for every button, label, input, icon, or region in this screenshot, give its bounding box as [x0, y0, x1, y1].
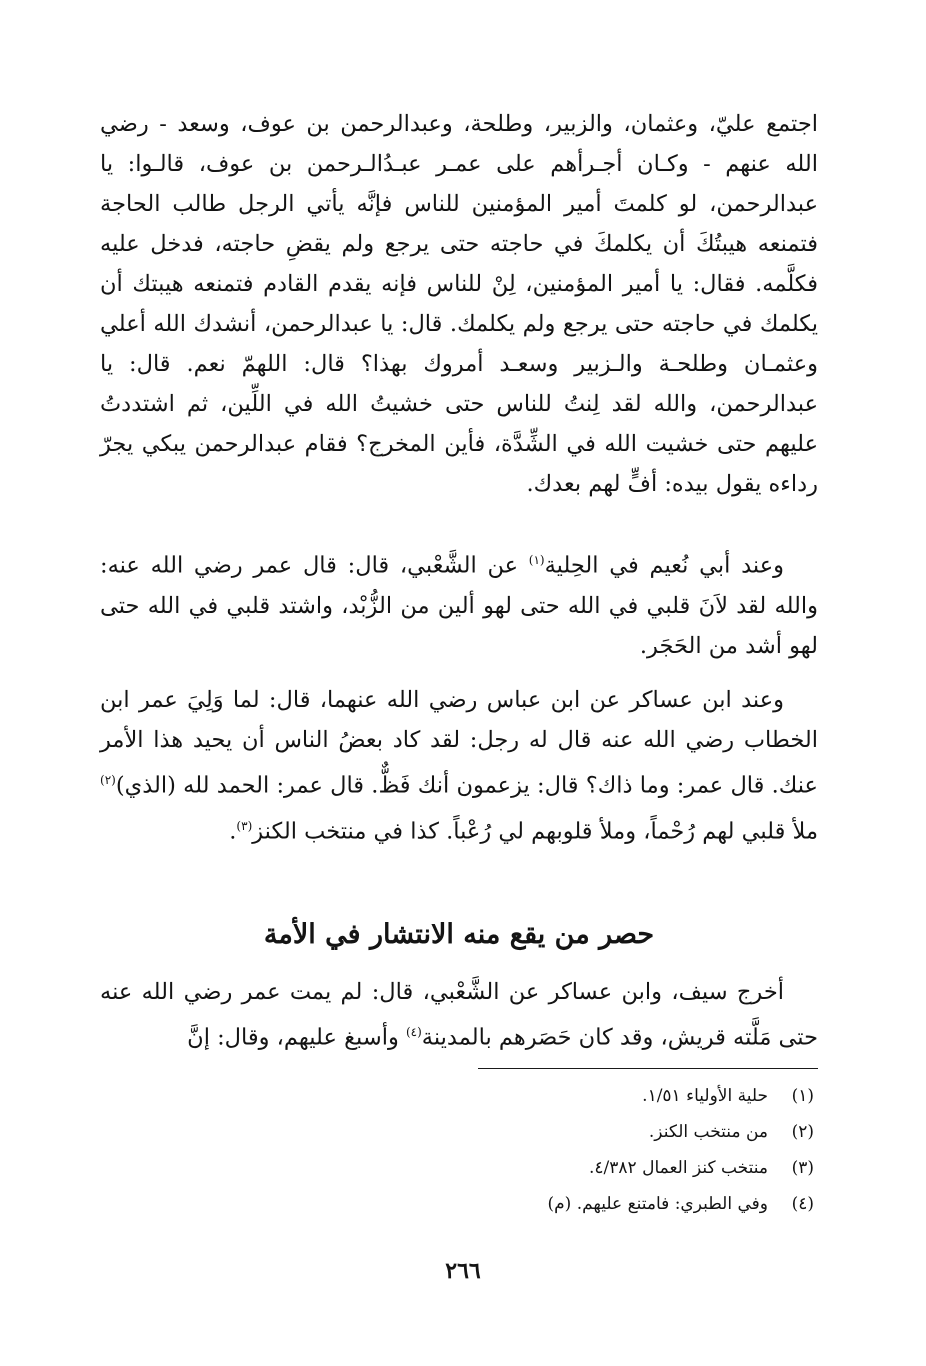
footnote-2-text: من منتخب الكنز. [648, 1122, 768, 1142]
footnotes [214, 1078, 814, 1222]
paragraph-4 [100, 972, 818, 1058]
section-heading: حصر من يقع منه الانتشار في الأمة [263, 919, 655, 950]
footnote-2 [214, 1114, 814, 1150]
footnote-4-text: وفي الطبري: فامتنع عليهم. (م) [547, 1194, 768, 1214]
paragraph-4-text-before: أخرج سيف، وابن عساكر عن الشَّعْبي، قال: لم يمت عمر رضي الله عنه حتى مَلَّته قريش، وقد كان حَصَرهم بالمدينة [100, 979, 818, 1051]
paragraph-1-text: اجتمع عليّ، وعثمان، والزبير، وطلحة، وعبدالرحمن بن عوف، وسعد - رضي الله عنهم - وكـان أجـرأهم على عمـر عبـدُالـرحمن بن عوف، قالـوا: يا عبدالرحمن، لو كلمتَ أمير المؤمنين للناس فإنَّه يأتي الرجل طالب الحاجة فتمنعه هيبتُكَ أن يكلمكَ في حاجته حتى يرجع ولم يقضِ حاجته، فدخل عليه فكلَّمه. فقال: يا أمير المؤمنين، لِنْ للناس فإنه يقدم القادم فتمنعه هيبتك أن يكلمك في حاجته حتى يرجع ولم يكلمك. قال: يا عبدالرحمن، أنشدك الله أعلي وعثمـان وطلحـة والـزبير وسعـد أمروك بهذا؟ قال: اللهمّ نعم. قال: يا عبدالرحمن، والله لقد لِنتُ للناس حتى خشيتُ الله في اللِّين، ثم اشتددتُ عليهم حتى خشيت الله في الشِّدَّة، فأين المخرج؟ فقام عبدالرحمن يبكي يجرّ رداءه يقول بيده: أفٍّ لهم بعدك. [100, 111, 818, 497]
footnote-ref-2: (٢) [100, 773, 116, 787]
paragraph-4-text-after: وأسبغ عليهم، وقال: إنَّ [187, 1024, 406, 1051]
footnote-3-number: (٣) [791, 1158, 814, 1178]
paragraph-3 [100, 680, 818, 851]
footnote-1-text: حلية الأولياء ١/٥١. [642, 1086, 768, 1106]
footnote-1-number: (١) [791, 1086, 814, 1106]
paragraph-2-text-after: عن الشَّعْبي، قال: قال عمر رضي الله عنه: والله لقد لاَنَ قلبي في الله حتى لهو ألين من الزُّبْد، واشتد قلبي في الله حتى لهو أشد من الحَجَر. [100, 552, 818, 659]
footnote-4 [214, 1186, 814, 1222]
paragraph-1 [100, 104, 818, 504]
footnote-4-number: (٤) [791, 1194, 814, 1214]
footnote-2-number: (٢) [791, 1122, 814, 1142]
paragraph-2 [100, 540, 818, 666]
paragraph-3-text-middle: ملأ قلبي لهم رُحْماً، وملأ قلوبهم لي رُعْباً. كذا في منتخب الكنز [252, 818, 818, 844]
footnote-ref-3: (٣) [236, 818, 253, 833]
footnote-ref-1: (١) [528, 553, 545, 567]
footnote-3 [214, 1150, 814, 1186]
footnote-3-text: منتخب كنز العمال ٤/٣٨٢. [589, 1158, 768, 1178]
paragraph-2-text-before: وعند أبي نُعيم في الحِلية [544, 552, 785, 579]
page-number: ٢٦٦ [445, 1258, 481, 1284]
paragraph-3-text-before: وعند ابن عساكر عن ابن عباس رضي الله عنهما، قال: لما وَلِيَ عمر ابن الخطاب رضي الله عنه قال له رجل: لقد كاد بعضُ الناس أن يحيد هذا الأمر عنك. قال عمر: وما ذاك؟ قال: يزعمون أنك فَظٌّ. قال عمر: الحمد لله (الذي) [100, 687, 818, 799]
footnote-1 [214, 1078, 814, 1114]
footnote-divider [478, 1068, 818, 1069]
paragraph-3-text-after: . [229, 818, 237, 844]
footnote-ref-4: (٤) [405, 1025, 422, 1039]
